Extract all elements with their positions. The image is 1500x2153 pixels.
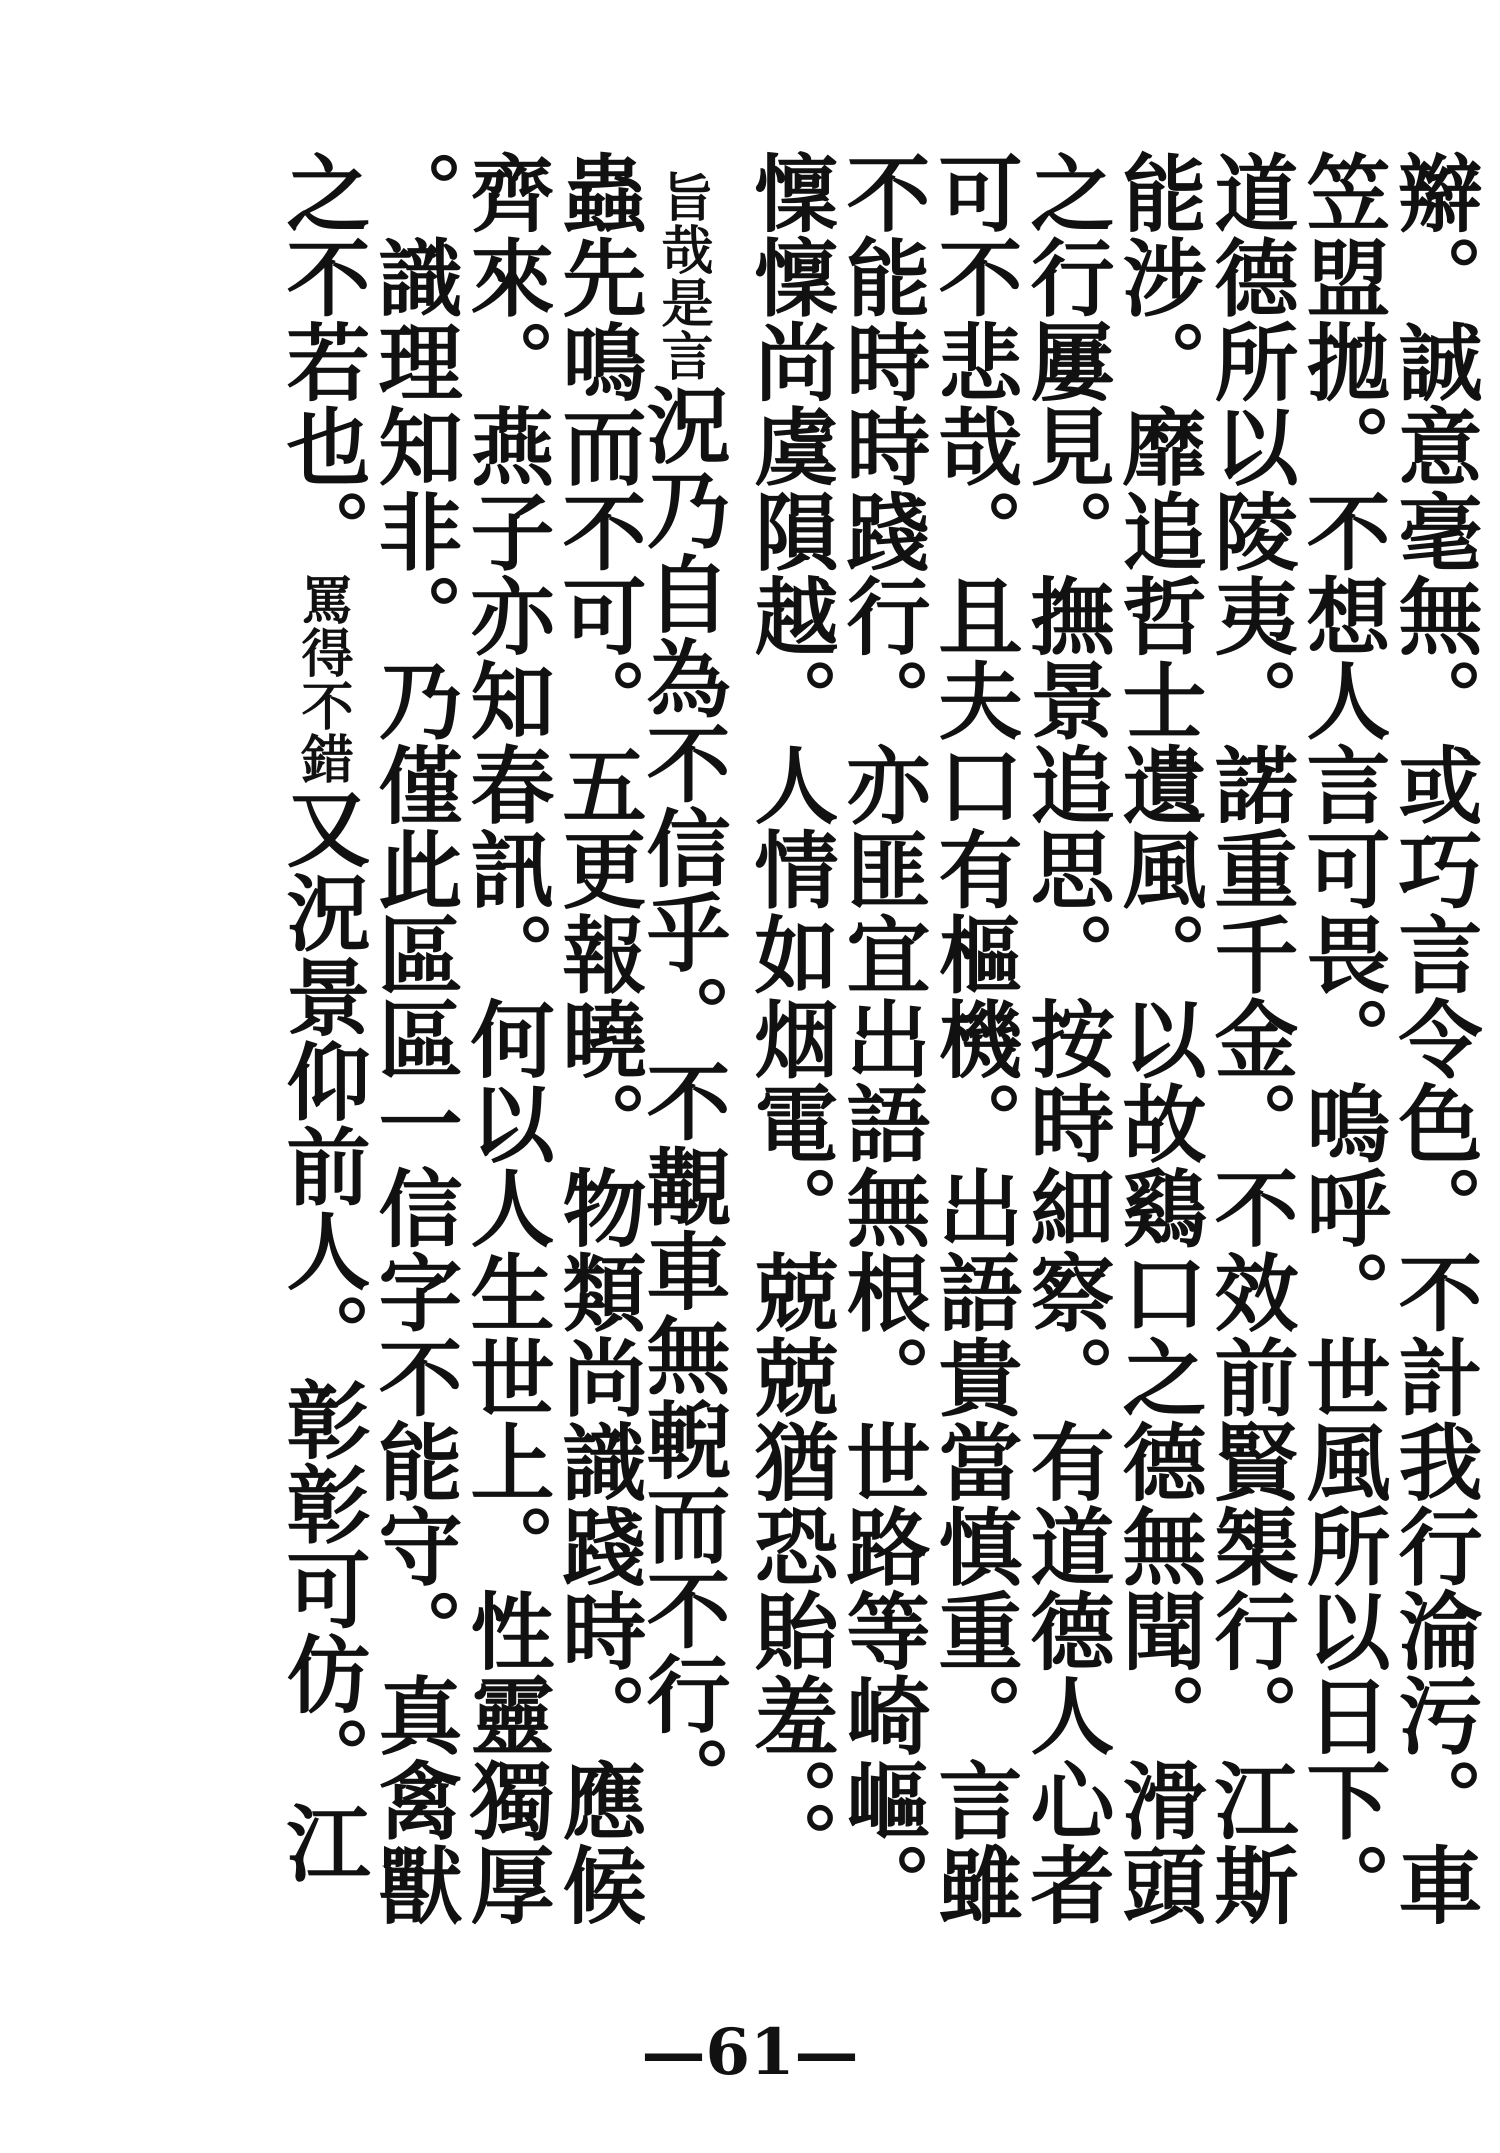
text-column-12: 。識理知非。乃僅此區區一信字不能守。真禽獸 <box>365 150 464 1927</box>
text-column-5: 之行屢見。撫景追思。按時細察。有道德人心者 <box>1017 150 1116 1927</box>
text-column-3: 道德所以陵夷。諾重千金。不效前賢榘行。江斯 <box>1201 150 1300 1927</box>
text-column-6: 可不悲哉。且夫口有樞機。出語貴當慎重。言雖 <box>925 150 1024 1927</box>
text-run: 又況景仰前人。彰彰可仿。江 <box>273 785 372 1885</box>
text-column-13 <box>273 150 372 1885</box>
text-column-4: 能涉。靡追哲士遺風。以故鷄口之德無聞。滑頭 <box>1109 150 1208 1927</box>
annotation-note: 旨哉是言 <box>652 170 713 382</box>
text-column-9 <box>633 170 732 1821</box>
text-column-2: 笠盟拋。不想人言可畏。嗚呼。世風所以日下。 <box>1293 150 1392 1927</box>
text-column-8: 懍懍尚虞隕越。人情如烟電。兢兢猶恐貽羞。。 <box>741 150 840 1885</box>
text-column-1: 辮。誠意毫無。或巧言令色。不計我行淪污。車 <box>1385 150 1484 1927</box>
text-run: 況乃自為不信乎。不覯車無輗而不行。 <box>633 382 732 1821</box>
page-number: —61— <box>641 2015 859 2090</box>
text-run: 之不若也。 <box>273 150 372 573</box>
annotation-note: 罵得不錯 <box>292 573 353 785</box>
text-column-7: 不能時時踐行。亦匪宜出語無根。世路等崎嶇。 <box>833 150 932 1927</box>
text-column-11: 齊來。燕子亦知春訊。何以人生世上。性靈獨厚 <box>457 150 556 1927</box>
text-column-10: 蟲先鳴而不可。五更報曉。物類尚識踐時。應候 <box>549 150 648 1927</box>
